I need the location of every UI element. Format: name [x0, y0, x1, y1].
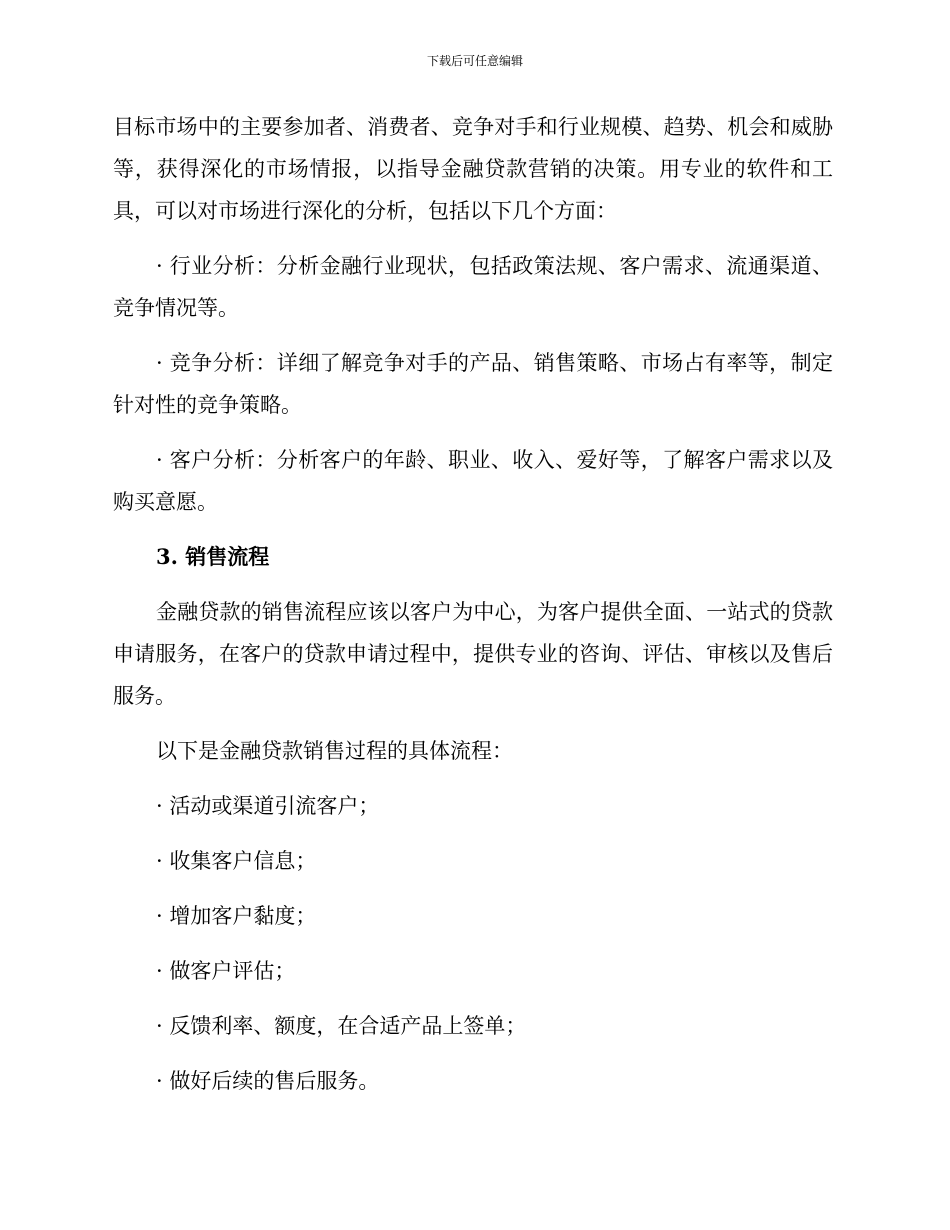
sales-process-paragraph: 金融贷款的销售流程应该以客户为中心，为客户提供全面、一站式的贷款申请服务，在客户的贷款申请过程中，提供专业的咨询、评估、审核以及售后服务。: [113, 600, 833, 708]
analysis-item-competition: · 竞争分析：详细了解竞争对手的产品、销售策略、市场占有率等，制定针对性的竞争策略。: [113, 351, 833, 417]
process-intro-line: 以下是金融贷款销售过程的具体流程：: [156, 739, 513, 763]
process-step-4: · 做客户评估；: [156, 959, 296, 983]
process-step-3: · 增加客户黏度；: [156, 904, 317, 928]
page-header: 下载后可任意编辑: [426, 54, 523, 68]
process-step-6: · 做好后续的售后服务。: [156, 1069, 380, 1093]
document-body: [113, 106, 833, 1102]
analysis-item-industry: · 行业分析：分析金融行业现状，包括政策法规、客户需求、流通渠道、竞争情况等。: [113, 254, 833, 320]
analysis-item-customer: · 客户分析：分析客户的年龄、职业、收入、爱好等，了解客户需求以及购买意愿。: [113, 448, 833, 514]
process-step-5: · 反馈利率、额度，在合适产品上签单；: [156, 1014, 527, 1038]
section-heading: 3. 销售流程: [156, 544, 270, 569]
intro-paragraph: 目标市场中的主要参加者、消费者、竞争对手和行业规模、趋势、机会和威胁等，获得深化的市场情报，以指导金融贷款营销的决策。用专业的软件和工具，可以对市场进行深化的分析，包括以下几个方面：: [113, 115, 833, 223]
process-step-1: · 活动或渠道引流客户；: [156, 794, 380, 818]
process-step-2: · 收集客户信息；: [156, 849, 317, 873]
